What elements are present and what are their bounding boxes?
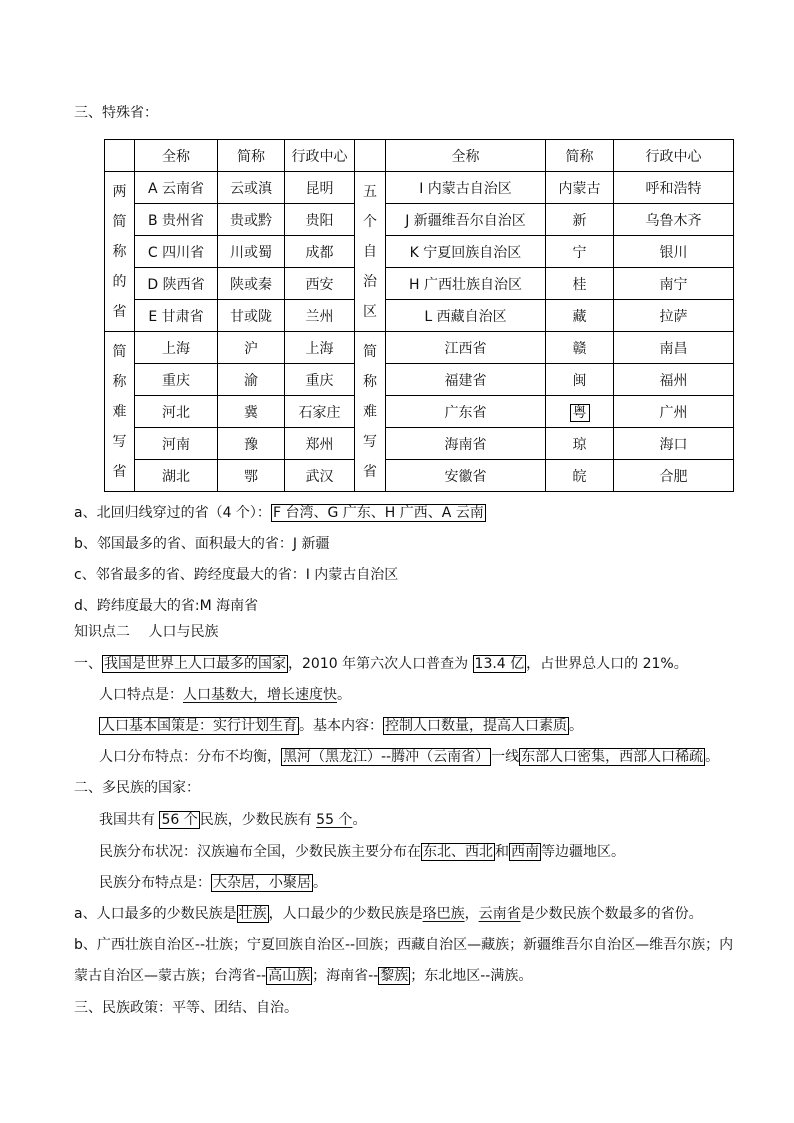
table-cell: 广东省 xyxy=(386,396,546,428)
table-cell: 桂 xyxy=(546,268,614,300)
header-cell: 全称 xyxy=(386,140,546,172)
table-cell: E 甘肃省 xyxy=(135,300,218,332)
group-label-hard-abbrev-right: 简 称 难 写 省 xyxy=(355,332,386,492)
table-row xyxy=(105,396,734,428)
table-cell: 渝 xyxy=(218,364,285,396)
table-cell: D 陕西省 xyxy=(135,268,218,300)
table-cell: 呼和浩特 xyxy=(614,172,734,204)
header-cell: 行政中心 xyxy=(285,140,355,172)
table-cell: 湖北 xyxy=(135,460,218,492)
table-row xyxy=(105,460,734,492)
table-cell: 广州 xyxy=(614,396,734,428)
table-cell: B 贵州省 xyxy=(135,204,218,236)
table-cell: 川或蜀 xyxy=(218,236,285,268)
boxed-abbrev-yue: 粤 xyxy=(570,404,590,422)
table-cell: 重庆 xyxy=(285,364,355,396)
table-cell: 拉萨 xyxy=(614,300,734,332)
paragraph-ethnic-distribution: 民族分布状况：汉族遍布全国，少数民族主要分布在 东北、西北 和 西南 等边疆地区。 xyxy=(99,844,625,860)
table-cell: 河北 xyxy=(135,396,218,428)
line-most-adjacent: c、邻省最多的省、跨经度最大的省：I 内蒙古自治区 xyxy=(74,567,399,583)
special-provinces-table xyxy=(104,139,734,492)
table-cell: 贵或黔 xyxy=(218,204,285,236)
table-cell: A 云南省 xyxy=(135,172,218,204)
table-row xyxy=(105,332,734,364)
line-most-neighbors: b、邻国最多的省、面积最大的省：J 新疆 xyxy=(74,536,330,552)
group-label-two-abbrev-provinces: 两 简 称 的 省 xyxy=(105,172,135,332)
table-cell: 西安 xyxy=(285,268,355,300)
header-cell: 全称 xyxy=(135,140,218,172)
paragraph-ethnic-count: 我国共有 56 个 民族，少数民族有 55 个。 xyxy=(99,812,367,828)
table-cell: 陕或秦 xyxy=(218,268,285,300)
table-cell: J 新疆维吾尔自治区 xyxy=(386,204,546,236)
table-cell: 琼 xyxy=(546,428,614,460)
table-cell: 郑州 xyxy=(285,428,355,460)
header-cell: 行政中心 xyxy=(614,140,734,172)
table-cell: 皖 xyxy=(546,460,614,492)
table-cell: K 宁夏回族自治区 xyxy=(386,236,546,268)
table-cell: 新 xyxy=(546,204,614,236)
table-cell xyxy=(546,396,614,428)
table-cell: 上海 xyxy=(285,332,355,364)
table-cell: 南昌 xyxy=(614,332,734,364)
line-autonomous-ethnics-1: b、广西壮族自治区--壮族；宁夏回族自治区--回族；西藏自治区—藏族；新疆维吾尔自治区—维吾尔族；内 xyxy=(74,937,734,953)
header-cell: 简称 xyxy=(218,140,285,172)
table-cell: 乌鲁木齐 xyxy=(614,204,734,236)
knowledge-point-2-heading: 知识点二 人口与民族 xyxy=(74,624,219,640)
table-cell: 成都 xyxy=(285,236,355,268)
table-cell: 海口 xyxy=(614,428,734,460)
table-cell: 银川 xyxy=(614,236,734,268)
table-cell: 石家庄 xyxy=(285,396,355,428)
table-cell: 江西省 xyxy=(386,332,546,364)
paragraph-population-policy: 人口基本国策是：实行计划生育 。基本内容： 控制人口数量，提高人口素质 。 xyxy=(101,718,583,734)
table-cell: 上海 xyxy=(135,332,218,364)
table-row xyxy=(105,236,734,268)
table-row xyxy=(105,172,734,204)
table-cell: C 四川省 xyxy=(135,236,218,268)
paragraph-population-total: 一、 我国是世界上人口最多的国家 ，2010 年第六次人口普查为 13.4 亿 ，占世界总人口的 21%。 xyxy=(74,656,688,672)
table-cell: 鄂 xyxy=(218,460,285,492)
table-cell: H 广西壮族自治区 xyxy=(386,268,546,300)
table-row xyxy=(105,300,734,332)
table-cell: I 内蒙古自治区 xyxy=(386,172,546,204)
table-cell: L 西藏自治区 xyxy=(386,300,546,332)
line-widest-latitude: d、跨纬度最大的省:M 海南省 xyxy=(74,598,259,614)
table-cell: 河南 xyxy=(135,428,218,460)
table-cell: 重庆 xyxy=(135,364,218,396)
table-header-row xyxy=(105,140,734,172)
table-cell: 甘或陇 xyxy=(218,300,285,332)
table-cell: 云或滇 xyxy=(218,172,285,204)
table-cell: 闽 xyxy=(546,364,614,396)
table-cell: 海南省 xyxy=(386,428,546,460)
line-ethnic-extremes: a、人口最多的少数民族是 壮族 ，人口最少的少数民族是珞巴族，云南省是少数民族个数最多的省份。 xyxy=(74,906,703,922)
header-cell: 简称 xyxy=(546,140,614,172)
table-row xyxy=(105,428,734,460)
table-cell: 昆明 xyxy=(285,172,355,204)
table-cell: 内蒙古 xyxy=(546,172,614,204)
line-autonomous-ethnics-2: 蒙古自治区—蒙古族；台湾省-- 高山族 ；海南省-- 黎族 ；东北地区--满族。 xyxy=(74,968,533,984)
section-title-special-provinces: 三、特殊省： xyxy=(74,105,158,121)
group-label-hard-abbrev-left: 简 称 难 写 省 xyxy=(105,332,135,492)
table-row xyxy=(105,268,734,300)
table-cell: 武汉 xyxy=(285,460,355,492)
table-cell: 冀 xyxy=(218,396,285,428)
table-cell: 豫 xyxy=(218,428,285,460)
table-cell: 合肥 xyxy=(614,460,734,492)
section-multi-ethnic-heading: 二、多民族的国家： xyxy=(74,780,200,796)
table-cell: 福州 xyxy=(614,364,734,396)
table-cell: 藏 xyxy=(546,300,614,332)
line-ethnic-policy: 三、民族政策：平等、团结、自治。 xyxy=(74,1000,298,1016)
paragraph-ethnic-pattern: 民族分布特点是： 大杂居，小聚居 。 xyxy=(99,875,327,891)
table-cell: 安徽省 xyxy=(386,460,546,492)
table-cell: 宁 xyxy=(546,236,614,268)
table-cell: 贵阳 xyxy=(285,204,355,236)
table-cell: 沪 xyxy=(218,332,285,364)
line-tropic-provinces: a、北回归线穿过的省（4 个）： F 台湾、G 广东、H 广西、A 云南 xyxy=(74,505,484,521)
boxed-answer: F 台湾、G 广东、H 广西、A 云南 xyxy=(272,505,484,521)
table-row xyxy=(105,364,734,396)
paragraph-population-traits: 人口特点是：人口基数大，增长速度快。 xyxy=(99,687,351,703)
paragraph-population-distribution: 人口分布特点：分布不均衡， 黑河（黑龙江）--腾冲（云南省） 一线 东部人口密集，西部人口稀疏 。 xyxy=(99,749,720,765)
table-cell: 兰州 xyxy=(285,300,355,332)
table-cell: 赣 xyxy=(546,332,614,364)
group-label-five-autonomous-regions: 五 个 自 治 区 xyxy=(355,172,386,332)
table-cell: 福建省 xyxy=(386,364,546,396)
table-row xyxy=(105,204,734,236)
table-cell: 南宁 xyxy=(614,268,734,300)
